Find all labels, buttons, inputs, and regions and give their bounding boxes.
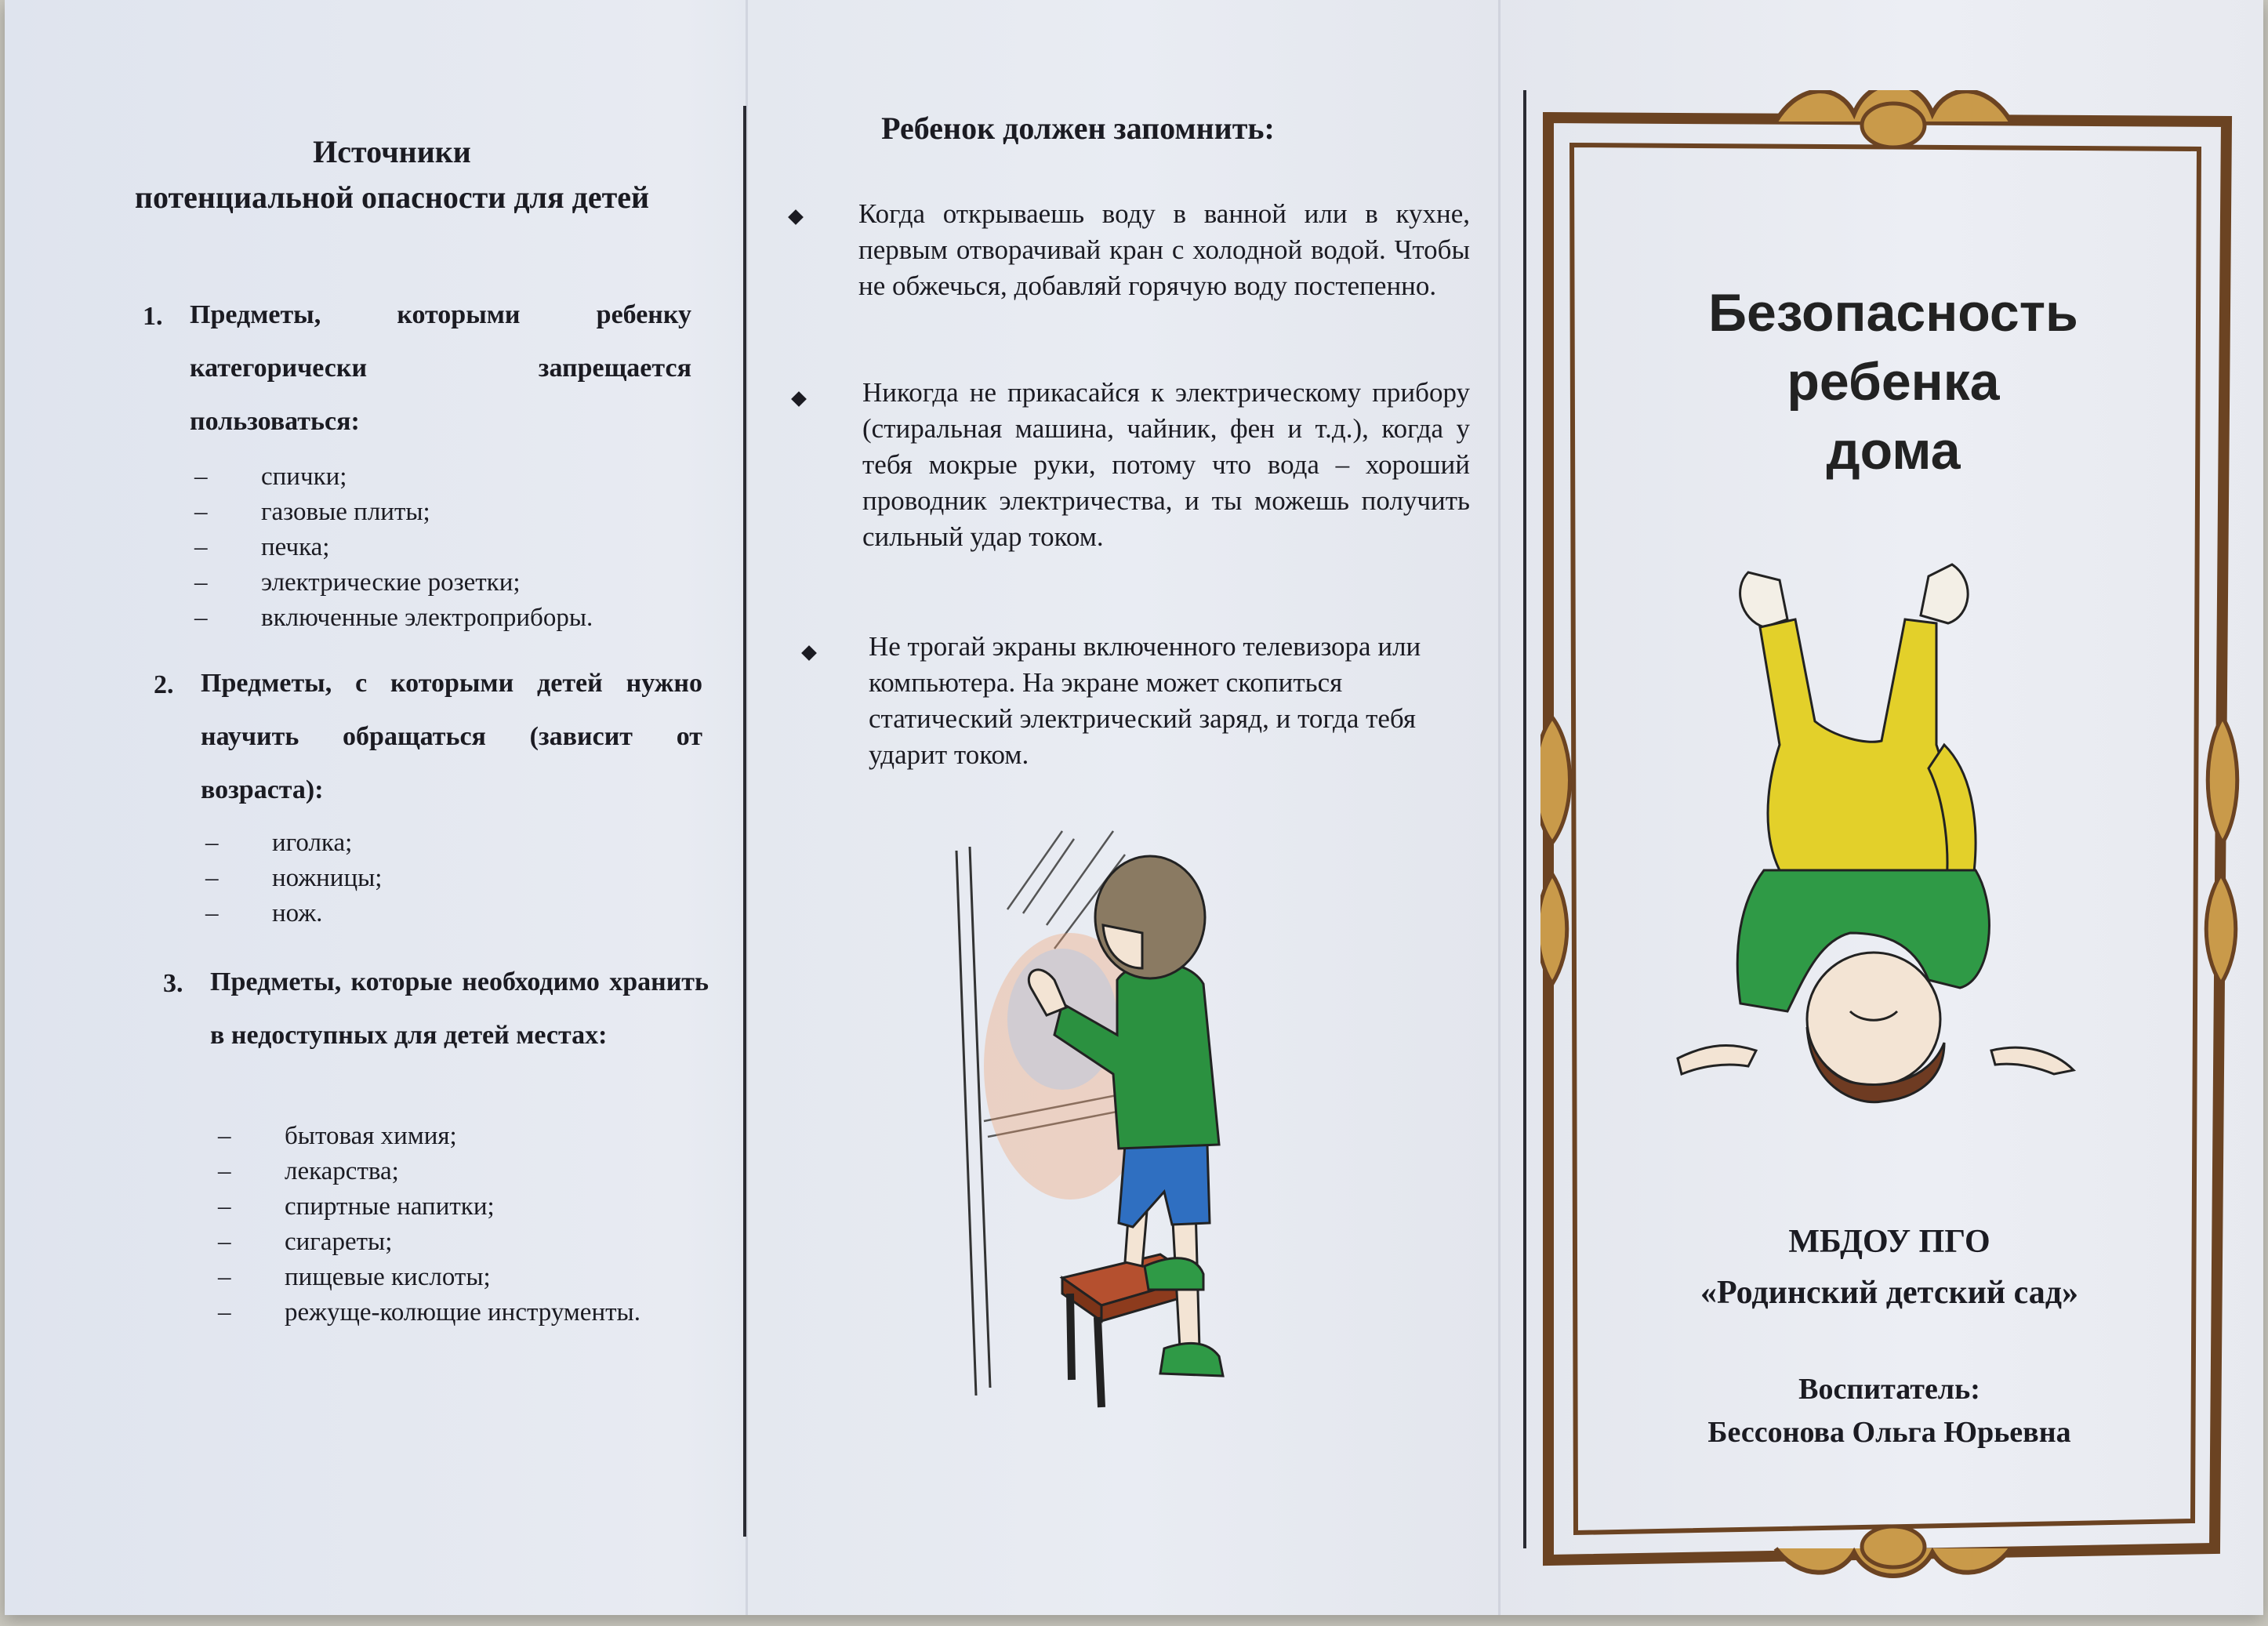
cover-title-line1: Безопасность [1708, 283, 2078, 343]
list-item: – ножницы; [205, 864, 383, 892]
list-item: – сигареты; [218, 1228, 393, 1256]
list-item: – нож. [205, 899, 323, 927]
rule-text: Никогда не прикасайся к электрическому прибору (стиральная машина, чайник, фен и т.д.), когда у тебя мокрые руки, потому что вода – хороший проводник электричества, и ты можешь получить сильный удар током. [862, 377, 1470, 552]
list-item: – газовые плиты; [194, 498, 430, 526]
list-item: – электрические розетки; [194, 568, 521, 597]
list-item: – бытовая химия; [218, 1122, 457, 1150]
left-panel-title [78, 129, 706, 220]
author-name: Бессонова Ольга Юрьевна [1707, 1416, 2071, 1449]
list-item: – включенные электроприборы. [194, 604, 593, 632]
section-list [194, 459, 712, 636]
cover-title [1638, 278, 2148, 485]
cover-title-line3: дома [1826, 421, 1961, 481]
rule-text: Не трогай экраны включенного телевизора или компьютера. На экране может скопиться статический электрический заряд, и тогда тебя ударит током. [869, 631, 1421, 770]
list-item: – пищевые кислоты; [218, 1263, 491, 1291]
section-heading: Предметы, с которыми детей нужно научить обращаться (зависит от возраста): [201, 669, 702, 804]
middle-panel-title: Ребенок должен запомнить: [881, 111, 1275, 146]
list-item: – спички; [194, 463, 347, 491]
section-heading: Предметы, которые необходимо хранить в недоступных для детей местах: [210, 967, 709, 1050]
list-item: – печка; [194, 533, 330, 561]
author-label: Воспитатель: [1798, 1373, 1980, 1406]
org-name-line2: «Родинский детский сад» [1700, 1275, 2078, 1311]
section-number: 2. [154, 670, 174, 699]
section-heading: Предметы, которыми ребенку категорически запрещается пользоваться: [190, 300, 691, 436]
org-name-line1: МБДОУ ПГО [1788, 1224, 1990, 1260]
list-item: – иголка; [205, 829, 353, 857]
fold-line-right [1498, 0, 1501, 1615]
cover-title-line2: ребенка [1787, 352, 2000, 412]
column-divider-right [1523, 90, 1526, 1548]
column-divider-left [743, 106, 746, 1537]
left-title-line2: потенциальной опасности для детей [134, 180, 650, 215]
list-item: – спиртные напитки; [218, 1192, 495, 1221]
section-number: 1. [143, 302, 163, 331]
child-handstand-illustration [1646, 541, 2117, 1137]
section-number: 3. [163, 969, 183, 998]
section-list [205, 826, 707, 931]
rule-text: Когда открываешь воду в ванной или в кухне, первым отворачивай кран с холодной водой. Чтобы не обжечься, добавляй горячую воду постепенно. [858, 198, 1470, 301]
left-title-line1: Источники [313, 134, 471, 169]
section-list [218, 1119, 720, 1330]
list-item: – режуще-колющие инструменты. [218, 1298, 640, 1327]
list-item: – лекарства; [218, 1157, 399, 1185]
child-touching-screen-illustration [937, 815, 1344, 1419]
